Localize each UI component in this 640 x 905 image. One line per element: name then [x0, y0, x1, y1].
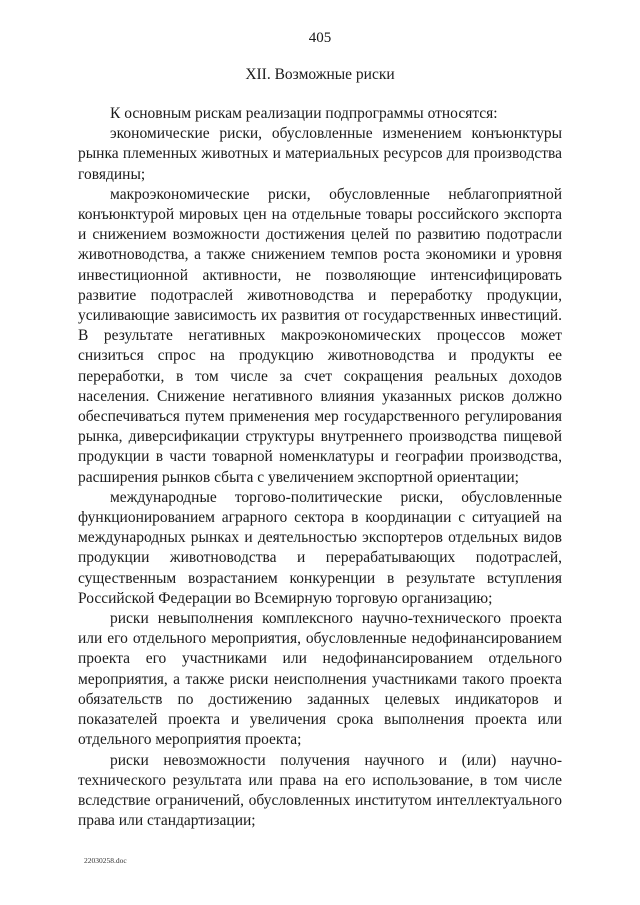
body-text — [78, 104, 562, 831]
footer-document-code: 22030258.doc — [84, 856, 127, 865]
paragraph-economic-risks: экономические риски, обусловленные изменением конъюнктуры рынка племенных животных и материальных ресурсов для производства говядины; — [78, 125, 562, 183]
paragraph-project-risks: риски невыполнения комплексного научно-технического проекта или его отдельного мероприятия, обусловленные недофинансированием проекта его участниками или недофинансированием отдельного мероприятия, а также риски неисполнения участниками такого проекта обязательств по достижению заданных целевых индикаторов и показателей проекта и увеличения срока выполнения проекта или отдельного мероприятия проекта; — [78, 610, 562, 749]
paragraph-macroeconomic-risks: макроэкономические риски, обусловленные неблагоприятной конъюнктурой мировых цен на отдельные товары российского экспорта и снижением возможности достижения целей по развитию подотрасли животноводства, а также снижением темпов роста экономики и уровня инвестиционной активности, не позволяющие интенсифицировать развитие подотраслей животноводства и переработку продукции, усиливающие зависимость их развития от государственных инвестиций. В результате негативных макроэкономических процессов может снизиться спрос на продукцию животноводства и продукты ее переработки, в том числе за счет сокращения реальных доходов населения. Снижение негативного влияния указанных рисков должно обеспечиваться путем применения мер государственного регулирования рынка, диверсификации структуры внутреннего производства пищевой продукции в части товарной номенклатуры и географии производства, расширения рынков сбыта с увеличением экспортной ориентации; — [78, 185, 562, 486]
paragraph-result-risks: риски невозможности получения научного и (или) научно-технического результата или права на его использование, в том числе вследствие ограничений, обусловленных институтом интеллектуального права или стандартизации; — [78, 751, 562, 830]
section-title: XII. Возможные риски — [245, 66, 395, 83]
paragraph-trade-political-risks: международные торгово-политические риски, обусловленные функционированием аграрного сектора в координации с ситуацией на международных рынках и деятельностью экспортеров отдельных видов продукции животноводства и перерабатывающих подотраслей, существенным возрастанием конкуренции в результате вступления Российской Федерации во Всемирную торговую организацию; — [78, 488, 562, 607]
page-number: 405 — [308, 30, 332, 46]
paragraph-intro: К основным рискам реализации подпрограммы относятся: — [110, 105, 498, 122]
